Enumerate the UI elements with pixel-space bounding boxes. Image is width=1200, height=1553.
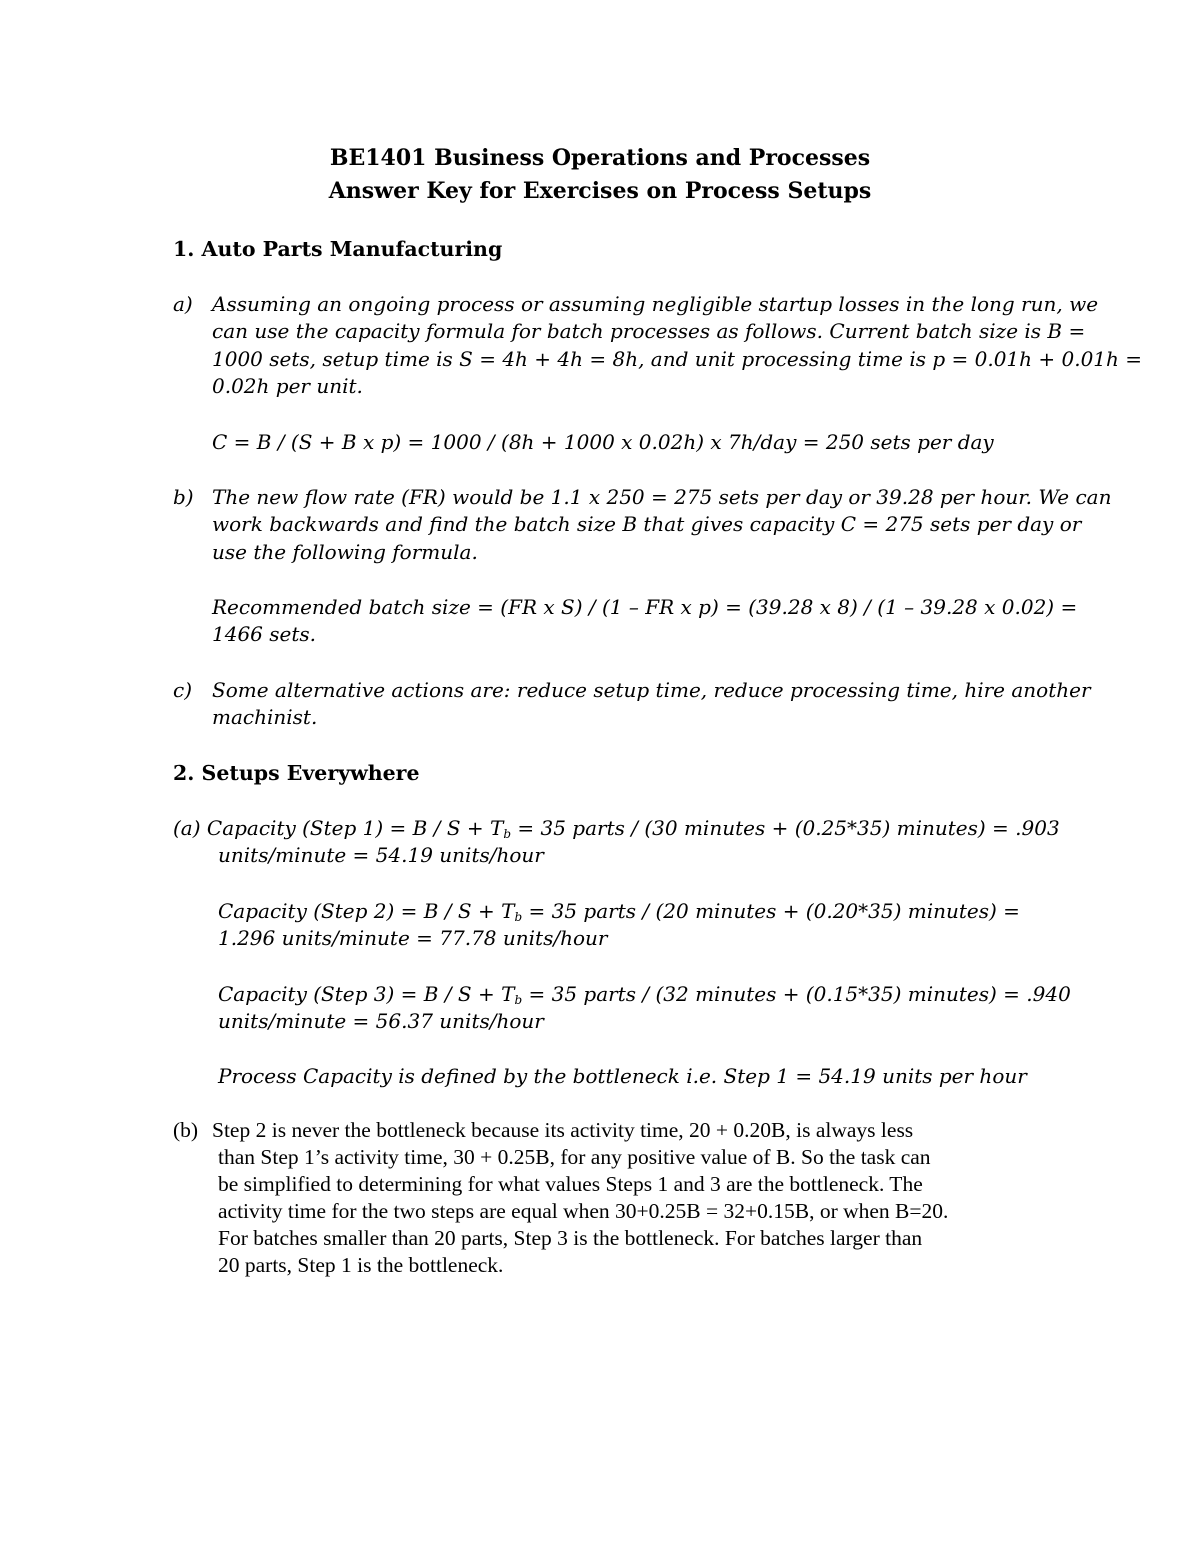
section1-heading: 1. Auto Parts Manufacturing (173, 237, 503, 261)
section2-a-conclusion: Process Capacity is defined by the bottleneck i.e. Step 1 = 54.19 units per hour (218, 1064, 1027, 1088)
section1-a-label: a) (173, 292, 193, 316)
section2-b-line1: Step 2 is never the bottleneck because its activity time, 20 + 0.20B, is always less (212, 1118, 914, 1142)
section1-a-formula: C = B / (S + B x p) = 1000 / (8h + 1000 x 0.02h) x 7h/day = 250 sets per day (212, 430, 994, 454)
section2-a-step2-line2: 1.296 units/minute = 77.78 units/hour (218, 926, 608, 950)
section1-b-label: b) (173, 485, 194, 509)
section1-b-formula-line1: Recommended batch size = (FR x S) / (1 – FR x p) = (39.28 x 8) / (1 – 39.28 x 0.02) = (212, 595, 1078, 619)
section1-a-line4: 0.02h per unit. (212, 374, 363, 398)
document-title: BE1401 Business Operations and Processes (329, 145, 871, 171)
section2-b-line5: For batches smaller than 20 parts, Step 3 is the bottleneck. For batches larger than (218, 1226, 923, 1250)
section2-a-step1-line1: (a) Capacity (Step $1) = B / S + T_b = 35$ parts / (30 minutes + (0.25*35) minutes) = .903 (173, 816, 1060, 841)
section1-b-line2: work backwards and find the batch size B that gives capacity C = 275 sets per day or (212, 512, 1082, 536)
section1-b-formula-line2: 1466 sets. (212, 622, 317, 646)
section2-b-label: (b) (173, 1118, 199, 1142)
section2-a-step1-line2: units/minute = 54.19 units/hour (218, 843, 544, 867)
section2-b-line3: be simplified to determining for what values Steps 1 and 3 are the bottleneck. The (218, 1172, 923, 1196)
document-subtitle: Answer Key for Exercises on Process Setups (328, 178, 872, 204)
section2-b-line4: activity time for the two steps are equal when 30+0.25B = 32+0.15B, or when B=20. (218, 1199, 949, 1223)
section1-c-label: c) (173, 678, 193, 702)
section1-c-line2: machinist. (212, 705, 318, 729)
section2-b-line2: than Step 1’s activity time, 30 + 0.25B, for any positive value of B. So the task can (218, 1145, 931, 1169)
section1-b-line3: use the following formula. (212, 540, 478, 564)
section1-c-line1: Some alternative actions are: reduce setup time, reduce processing time, hire another (212, 678, 1091, 702)
section1-a-line1: Assuming an ongoing process or assuming negligible startup losses in the long run, we (212, 292, 1099, 316)
section1-b-line1: The new flow rate (FR) would be 1.1 x 250 = 275 sets per day or 39.28 per hour. We can (212, 485, 1112, 509)
section2-a-step3-line2: units/minute = 56.37 units/hour (218, 1009, 544, 1033)
section2-heading: 2. Setups Everywhere (173, 761, 420, 785)
section1-a-line3: 1000 sets, setup time is S = 4h + 4h = 8h, and unit processing time is p = 0.01h + 0.01h = (212, 347, 1143, 371)
section2-b-line6: 20 parts, Step 1 is the bottleneck. (218, 1253, 504, 1277)
section2-a-step3-line1: Capacity (Step $3) = B / S + T_b = 35$ parts / (32 minutes + (0.15*35) minutes) = .940 (218, 982, 1071, 1007)
section1-a-line2: can use the capacity formula for batch processes as follows. Current batch size is B = (212, 319, 1086, 343)
section2-a-step2-line1: Capacity (Step $2) = B / S + T_b = 35$ parts / (20 minutes + (0.20*35) minutes) = (218, 899, 1020, 924)
